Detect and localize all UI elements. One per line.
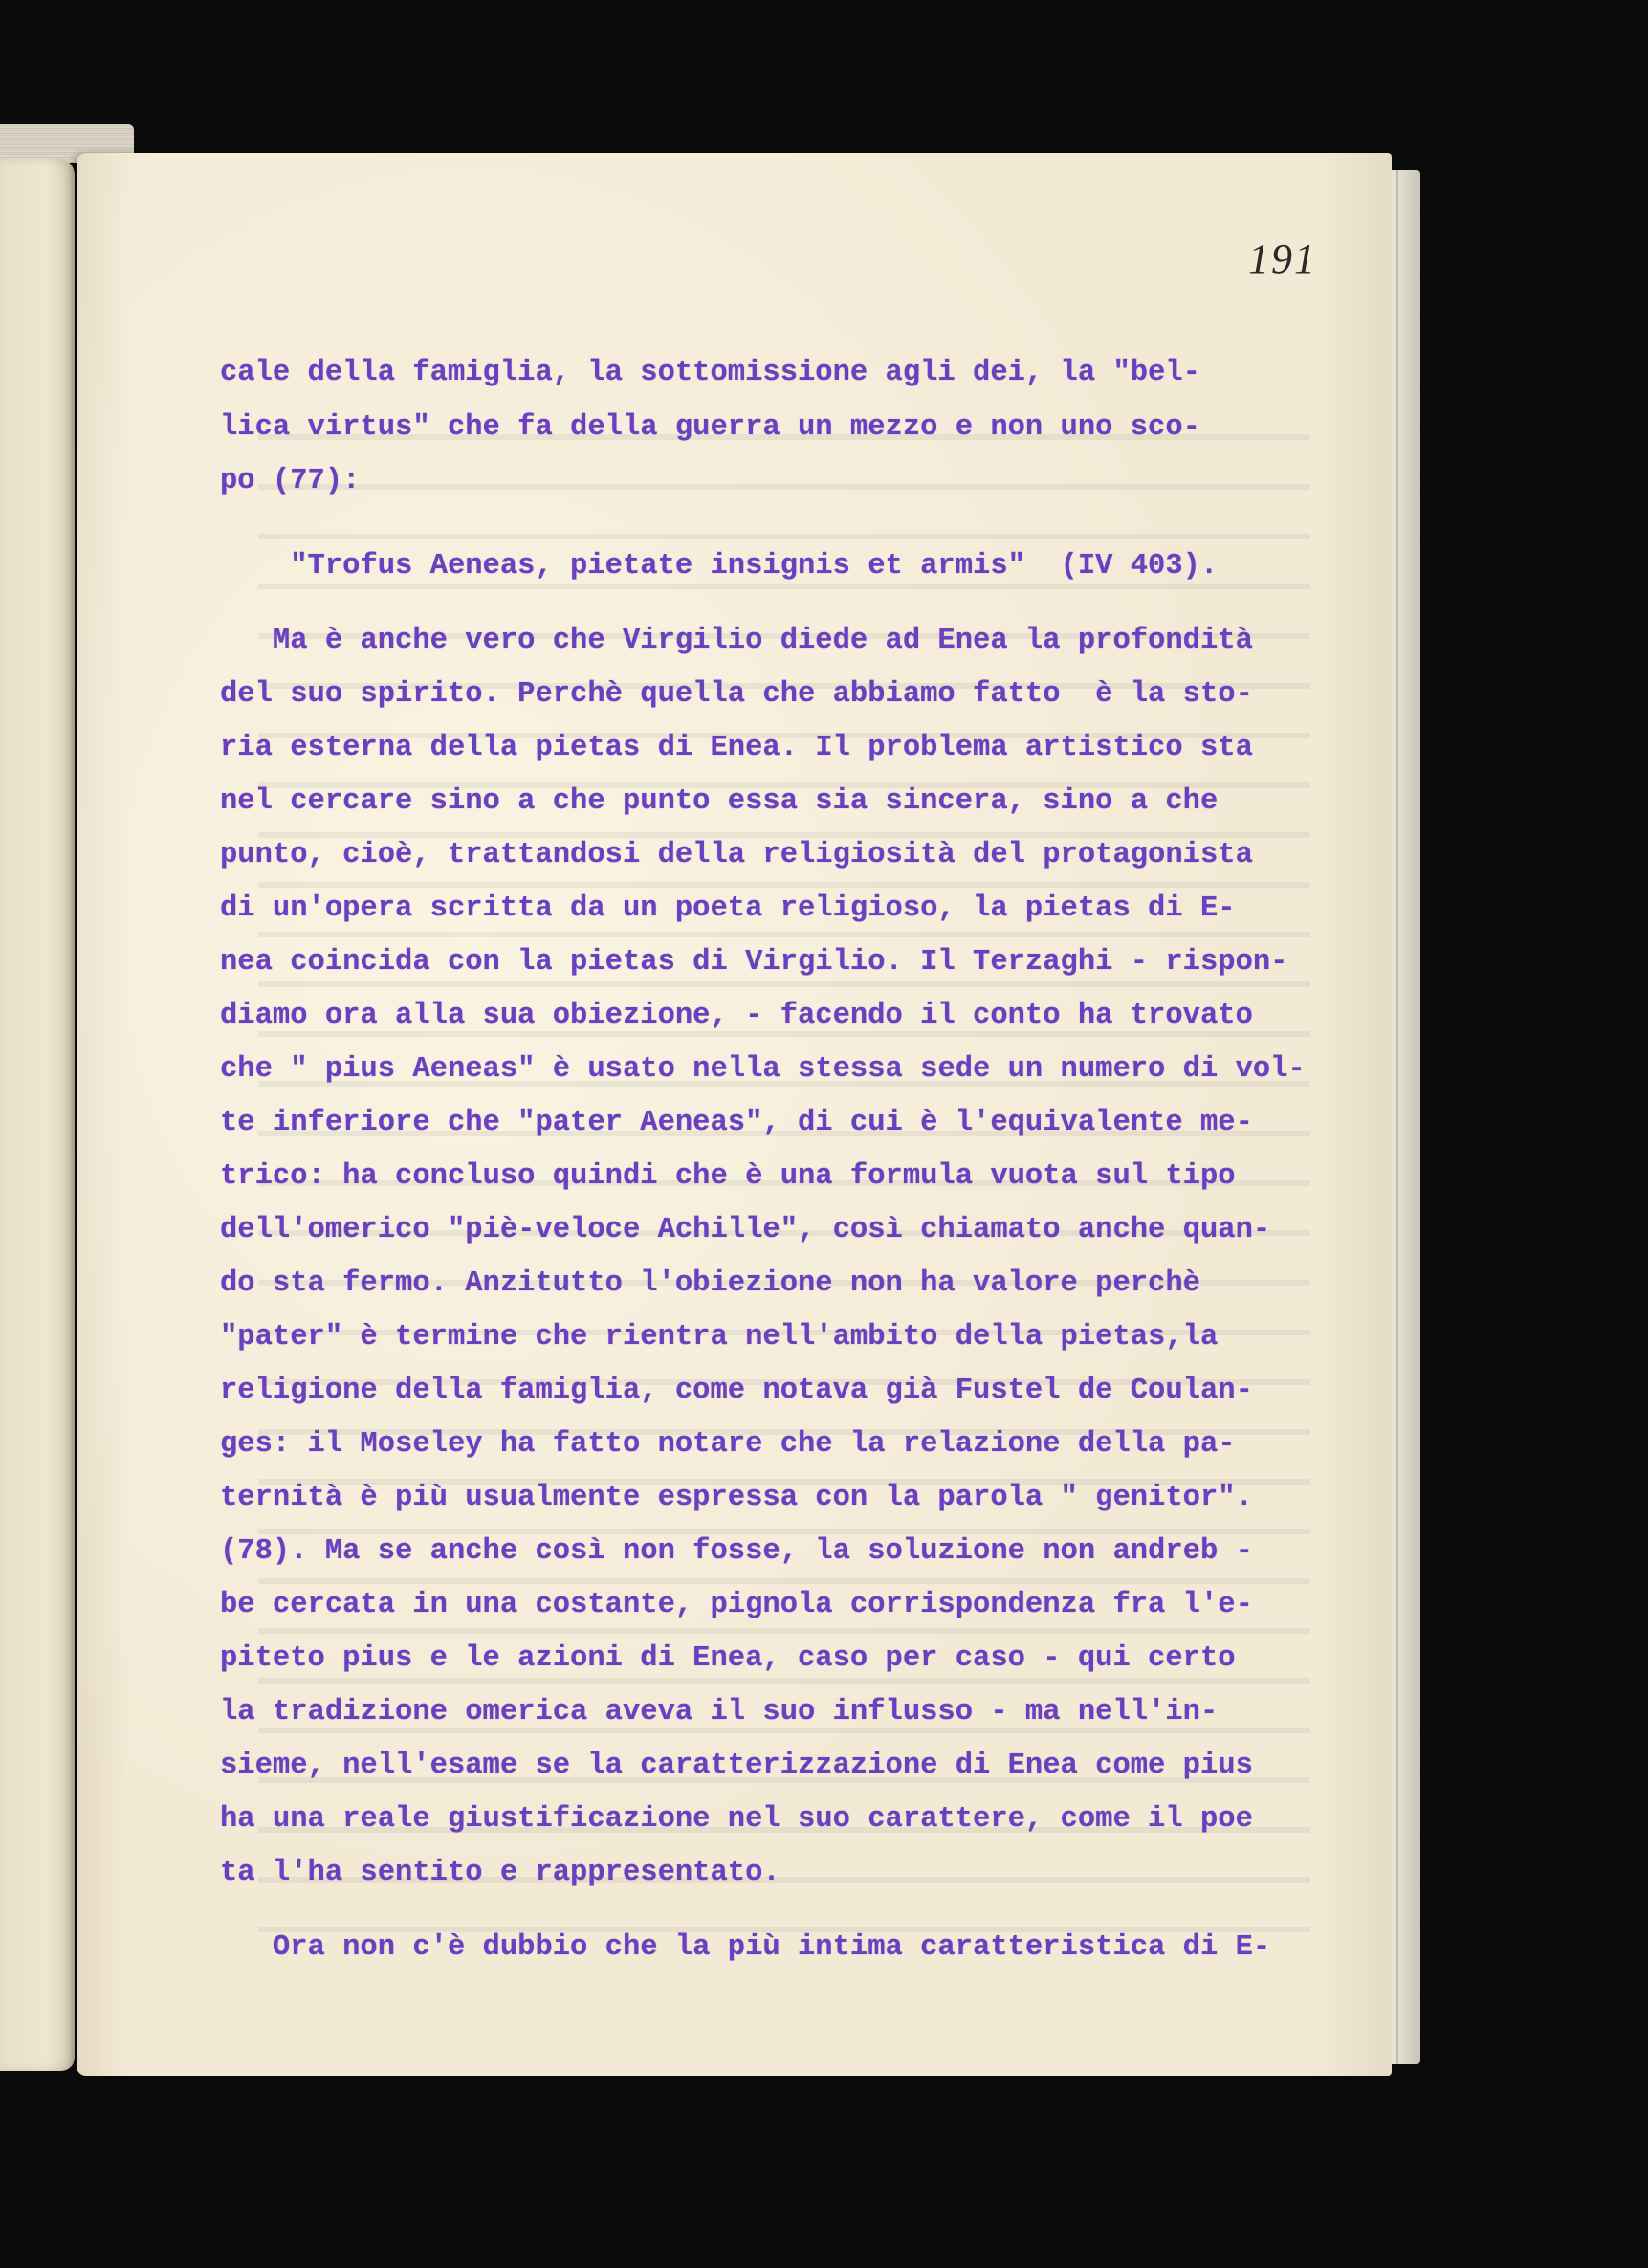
text-line: ha una reale giustificazione nel suo carattere, come il poe	[220, 1803, 1253, 1836]
text-line: la tradizione omerica aveva il suo influsso - ma nell'in-	[220, 1696, 1219, 1729]
text-line: punto, cioè, trattandosi della religiosità del protagonista	[220, 839, 1253, 871]
text-line: ges: il Moseley ha fatto notare che la relazione della pa-	[220, 1428, 1236, 1461]
text-line: nel cercare sino a che punto essa sia sincera, sino a che	[220, 785, 1219, 818]
text-line: sieme, nell'esame se la caratterizzazione di Enea come pius	[220, 1750, 1253, 1782]
text-line: lica virtus" che fa della guerra un mezzo e non uno sco-	[220, 411, 1200, 444]
stack-line	[1396, 170, 1398, 2064]
text-line: ria esterna della pietas di Enea. Il problema artistico sta	[220, 732, 1253, 764]
text-line: ta l'ha sentito e rappresentato.	[220, 1857, 780, 1889]
left-page-edge	[0, 158, 75, 2071]
text-line: che " pius Aeneas" è usato nella stessa sede un numero di vol-	[220, 1053, 1306, 1086]
page-number: 191	[1248, 235, 1317, 282]
text-line: Ma è anche vero che Virgilio diede ad Enea la profondità	[220, 625, 1253, 657]
text-line: do sta fermo. Anzitutto l'obiezione non ha valore perchè	[220, 1267, 1200, 1300]
text-line: po (77):	[220, 465, 361, 497]
text-line: diamo ora alla sua obiezione, - facendo il conto ha trovato	[220, 1000, 1253, 1032]
text-line: del suo spirito. Perchè quella che abbiamo fatto è la sto-	[220, 678, 1253, 711]
text-line: (78). Ma se anche così non fosse, la soluzione non andreb -	[220, 1535, 1253, 1568]
text-line: di un'opera scritta da un poeta religioso, la pietas di E-	[220, 892, 1236, 925]
text-line: Ora non c'è dubbio che la più intima caratteristica di E-	[220, 1931, 1271, 1964]
text-line: trico: ha concluso quindi che è una formula vuota sul tipo	[220, 1160, 1236, 1193]
text-line: piteto pius e le azioni di Enea, caso per caso - qui certo	[220, 1642, 1236, 1675]
text-line: religione della famiglia, come notava già Fustel de Coulan-	[220, 1375, 1253, 1407]
text-line: "pater" è termine che rientra nell'ambito della pietas,la	[220, 1321, 1219, 1354]
text-line: te inferiore che "pater Aeneas", di cui è l'equivalente me-	[220, 1107, 1253, 1139]
text-line: nea coincida con la pietas di Virgilio. Il Terzaghi - rispon-	[220, 946, 1288, 979]
text-line: cale della famiglia, la sottomissione agli dei, la "bel-	[220, 357, 1200, 389]
text-line: ternità è più usualmente espressa con la parola " genitor".	[220, 1482, 1253, 1514]
text-line: be cercata in una costante, pignola corrispondenza fra l'e-	[220, 1589, 1253, 1621]
quotation-line: "Trofus Aeneas, pietate insignis et armis" (IV 403).	[220, 550, 1219, 583]
text-line: dell'omerico "piè-veloce Achille", così chiamato anche quan-	[220, 1214, 1271, 1246]
